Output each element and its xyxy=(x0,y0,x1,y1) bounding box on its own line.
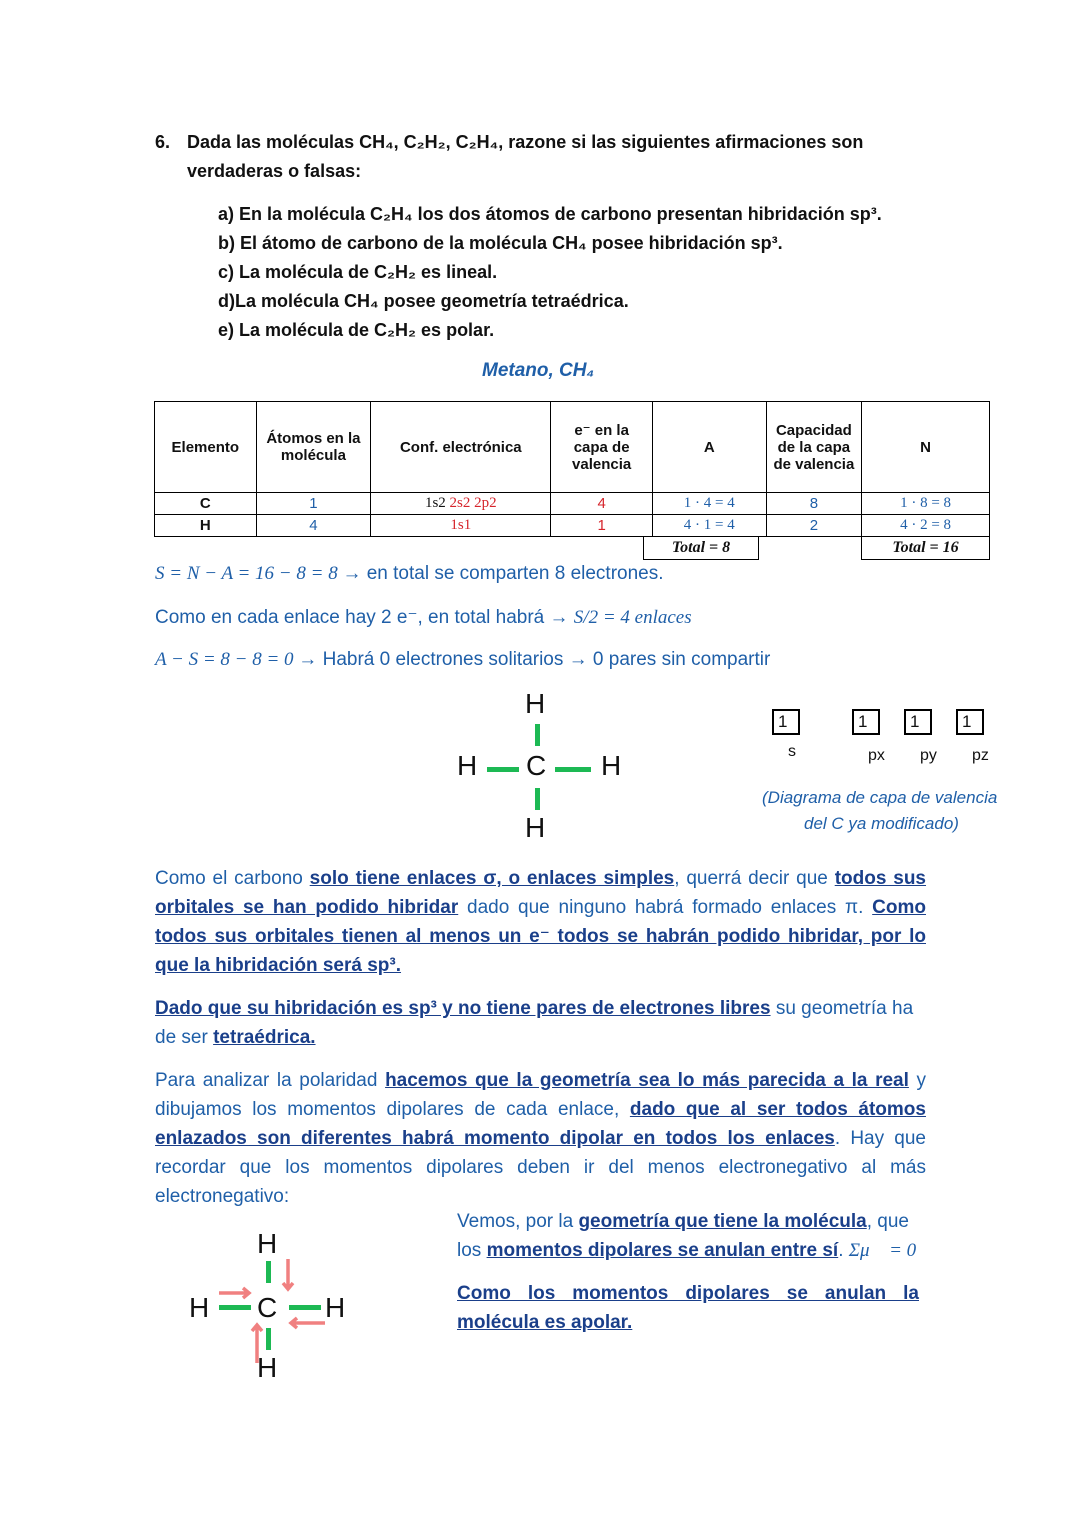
col-a: A xyxy=(652,402,766,493)
bond-left xyxy=(219,1305,251,1310)
electron-table xyxy=(154,401,990,537)
col-n: N xyxy=(862,402,990,493)
dipole-h-right: H xyxy=(325,1292,346,1323)
col-elemento: Elemento xyxy=(155,402,257,493)
dipole-arrow-top xyxy=(283,1259,293,1289)
bond-bottom xyxy=(266,1328,271,1350)
paragraph-cancel: Vemos, por la geometría que tiene la molécula, que los momentos dipolares se anulan entre sí. Σμ⃗ = 0 xyxy=(457,1211,917,1261)
statement-d: d)La molécula CH₄ posee geometría tetraédrica. xyxy=(218,291,629,311)
question-line-1: Dada las moléculas CH₄, C₂H₂, C₂H₄, razone si las siguientes afirmaciones son xyxy=(187,132,864,152)
paragraph-polarity: Para analizar la polaridad hacemos que la geometría sea lo más parecida a la real y dibujamos los momentos dipolares de cada enlace, dado que al ser todos átomos enlazados son diferentes habrá momento dipolar en todos los enlaces. Hay que recordar que los momentos dipolares deben ir del menos electronegativo al más electronegativo: xyxy=(155,1070,927,1207)
statement-b: b) El átomo de carbono de la molécula CH₄ posee hibridación sp³. xyxy=(218,233,783,253)
statement-e: e) La molécula de C₂H₂ es polar. xyxy=(218,320,495,340)
total-n: Total = 16 xyxy=(861,537,990,560)
paragraph-conclusion: Como los momentos dipolares se anulan la molécula es apolar. xyxy=(457,1283,919,1333)
orbital-box-px: 1 xyxy=(852,709,880,735)
orbital-caption-1: (Diagrama de capa de valencia xyxy=(762,788,998,807)
bond-top xyxy=(266,1261,271,1283)
col-cap: Capacidad de la capa de valencia xyxy=(766,402,862,493)
paragraph-geometry: Dado que su hibridación es sp³ y no tiene pares de electrones libres su geometría ha de ser tetraédrica. xyxy=(155,998,914,1048)
orbital-box-s: 1 xyxy=(772,709,800,735)
col-conf: Conf. electrónica xyxy=(371,402,551,493)
section-title: Metano, CH₄ xyxy=(482,360,595,381)
statement-a: a) En la molécula C₂H₄ los dos átomos de carbono presentan hibridación sp³. xyxy=(218,204,882,224)
table-row: H 4 1s1 1 4 · 1 = 4 2 4 · 2 = 8 xyxy=(155,515,990,537)
dipole-h-top: H xyxy=(257,1228,278,1259)
dipole-arrow-right xyxy=(291,1318,325,1328)
question-line-2: verdaderas o falsas: xyxy=(187,161,362,181)
table-row: C 1 1s2 2s2 2p2 4 1 · 4 = 4 8 1 · 8 = 8 xyxy=(155,493,990,515)
calc-line-2: Como en cada enlace hay 2 e⁻, en total habrá → S/2 = 4 enlaces xyxy=(155,607,692,628)
dipole-arrow-left xyxy=(219,1288,249,1298)
bond-right xyxy=(289,1305,321,1310)
col-atomos: Átomos en la molécula xyxy=(256,402,371,493)
question-number: 6. xyxy=(155,132,171,152)
statement-c: c) La molécula de C₂H₂ es lineal. xyxy=(218,262,498,282)
orbital-box-py: 1 xyxy=(904,709,932,735)
dipole-h-bottom: H xyxy=(257,1352,278,1383)
dipole-c: C xyxy=(257,1292,278,1323)
table-header-row xyxy=(155,402,990,493)
orbital-diagram: 1 s 1 1 1 px py pz xyxy=(772,709,1012,839)
calc-line-1: S = N − A = 16 − 8 = 8 → en total se comparten 8 electrones. xyxy=(155,563,664,584)
total-a: Total = 8 xyxy=(643,537,759,560)
dipole-h-left: H xyxy=(189,1292,210,1323)
orbital-box-pz: 1 xyxy=(956,709,984,735)
orbital-caption-2: del C ya modificado) xyxy=(804,814,959,833)
calc-line-3: A − S = 8 − 8 = 0 → Habrá 0 electrones solitarios → 0 pares sin compartir xyxy=(155,649,771,670)
dipole-diagram xyxy=(185,1225,360,1385)
lewis-structure: H H C H H xyxy=(457,688,622,843)
col-eval: e⁻ en la capa de valencia xyxy=(551,402,653,493)
paragraph-hybridization: Como el carbono solo tiene enlaces σ, o enlaces simples, querrá decir que todos sus orbitales se han podido hibridar dado que ninguno habrá formado enlaces π. Como todos sus orbitales tienen al menos un e⁻ todos se habrán podido hibridar, por lo que la hibridación será sp³. xyxy=(155,868,927,976)
